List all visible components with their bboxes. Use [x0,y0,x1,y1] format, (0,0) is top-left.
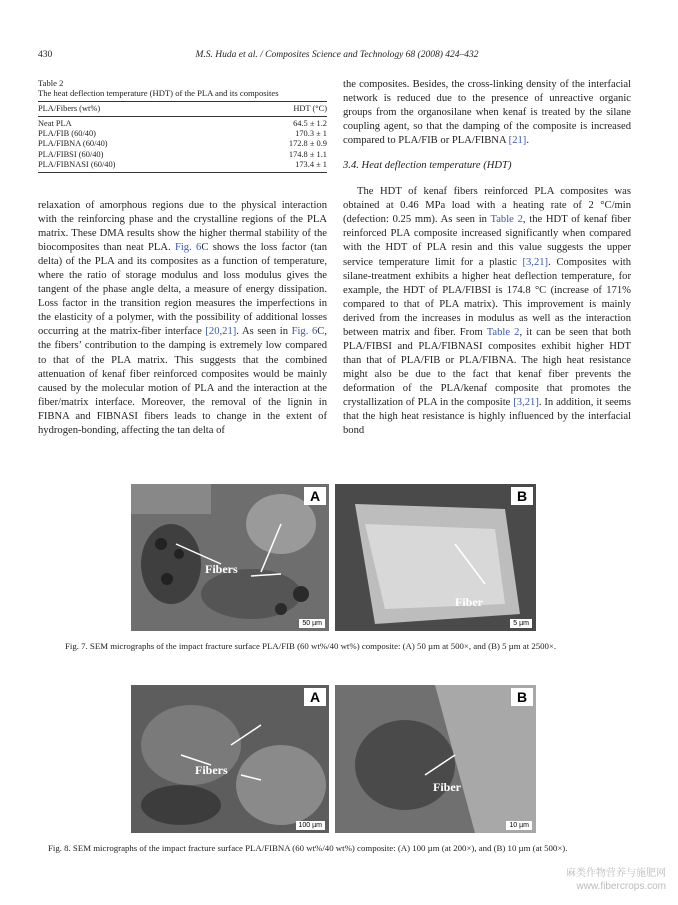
fig8-caption: Fig. 8. SEM micrographs of the impact fracture surface PLA/FIBNA (60 wt%/40 wt%) composite: (A) 100 µm (at 200×), and (B) 10 µm (at 500×). [48,843,568,853]
fibers-label: Fibers [205,562,238,576]
table-row [38,150,327,160]
table-col-header: HDT (°C) [293,103,327,113]
reference-link[interactable]: [20,21] [205,326,237,338]
sem-micrograph-image [335,685,536,833]
table-cell: 173.4 ± 1 [295,159,327,169]
reference-link[interactable]: [3,21] [513,396,539,408]
table-cell: Neat PLA [38,119,72,129]
scale-bar: 10 µm [506,821,532,830]
scale-bar: 5 µm [510,619,532,628]
fig7-panel-b [335,484,536,631]
table-cell: 174.8 ± 1.1 [288,149,327,159]
table-bottom-rule [38,172,327,173]
left-column [38,199,327,438]
figure-link[interactable]: Fig. 6 [291,326,318,338]
sem-micrograph-image [131,484,329,631]
panel-letter: A [304,688,326,706]
body-paragraph: relaxation of amorphous regions due to the physical interaction with the reinforcing phase and the crystalline regions of the PLA matrix. These DMA results show the higher thermal stability of the biocomposites than neat PLA. Fig. 6C shows the loss factor (tan delta) of the PLA and its composites as a function of temperature, where the ratio of storage modulus and loss modulus gives the tangent of the phase angle delta, a measure of energy dissipation. Loss factor in the transition region measures the imperfections in the elasticity of a polymer, with the possibility of additional losses occurring at the matrix-fiber interface [20,21]. As seen in Fig. 6C, the fibers’ contribution to the damping is extremely low compared to that of the PLA matrix. This suggests that the combined attenuation of kenaf fiber reinforced composites would be mainly caused by the molecular motion of PLA and the interaction at the fiber/matrix interface. Moreover, the removal of the lignin in FIBNA and FIBNASI fibers leads to change in the extent of hydrogen-bonding, affecting the tan delta of [38,200,327,436]
panel-letter: B [511,688,533,706]
table-mid-rule [38,116,327,117]
section-heading: 3.4. Heat deflection temperature (HDT) [343,160,512,172]
page-number: 430 [38,50,53,60]
fig7-panel-a [131,484,329,631]
hdt-table [38,104,327,114]
table-cell: PLA/FIBSI (60/40) [38,149,104,159]
body-paragraph: the composites. Besides, the cross-linking density of the interfacial network is reduced due to the presence of unreactive organic groups from the organosilane when kenaf is treated by the silane coupling agent, so that the damping of the composite is increased compared to PLA/FIB or PLA/FIBNA [21]. [343,79,631,147]
table-cell: PLA/FIBNA (60/40) [38,139,108,149]
sem-micrograph-image [131,685,329,833]
body-paragraph: The HDT of kenaf fibers reinforced PLA composites was obtained at 0.46 MPa load with a heating rate of 2 °C/min (defection: 0.25 mm). As seen in Table 2, the HDT of kenaf fiber reinforced PLA composite increased significantly when compared with the HDT of PLA resin and this value suggests the upper service temperature limit for a plastic [3,21]. Composites with silane-treatment exhibits a higher heat deflection temperature, for example, the HDT of PLA/FIBSI is 174.8 °C (increase of 171% compared to that of PLA matrix). This improvement is mainly derived from the increases in modulus as well as the interaction between matrix and fiber. From Table 2, it can be seen that both PLA/FIBSI and PLA/FIBNASI composites exhibit higher HDT than that of PLA/FIB or PLA/FIBNA. The high heat resistance might also be due to the fact that kenaf fiber prevents the deformation of the PLA/kenaf composite that promotes the crystallization of PLA in the composite [3,21]. In addition, it seems that the high heat resistance is highly influenced by the interfacial bond [343,186,632,437]
table-cell: 172.8 ± 0.9 [288,139,327,149]
table-caption: The heat deflection temperature (HDT) of the PLA and its composites [38,88,279,99]
table-cell: PLA/FIB (60/40) [38,129,96,139]
table-cell: 170.3 ± 1 [295,129,327,139]
table-link[interactable]: Table 2 [486,326,520,338]
table-top-rule [38,101,327,102]
figure-link[interactable]: Fig. 6 [174,242,202,254]
fig7-caption: Fig. 7. SEM micrographs of the impact fracture surface PLA/FIB (60 wt%/40 wt%) composite: (A) 50 µm at 500×, and (B) 5 µm at 2500×. [65,641,557,651]
table-row [38,119,327,129]
table-cell: 64.5 ± 1.2 [293,119,327,129]
table-cell: PLA/FIBNASI (60/40) [38,159,116,169]
reference-link[interactable]: [21] [508,135,527,147]
sem-micrograph-image [335,484,536,631]
fiber-label: Fiber [455,595,483,609]
table-2 [38,78,327,175]
fig8-panel-b [335,685,536,833]
fig8-panel-a [131,685,329,833]
watermark-line: www.fibercrops.com [576,881,666,892]
table-row [38,139,327,149]
panel-letter: B [511,487,533,505]
table-header-row [38,104,327,114]
panel-letter: A [304,487,326,505]
fibers-label: Fibers [195,763,228,777]
running-title: M.S. Huda et al. / Composites Science and Technology 68 (2008) 424–432 [195,50,479,60]
table-col-header: PLA/Fibers (wt%) [38,103,101,113]
table-row [38,160,327,170]
hdt-table-body [38,119,327,170]
watermark [566,867,666,893]
reference-link[interactable]: [3,21] [522,256,549,268]
watermark-line: 麻类作物营养与施肥网 [566,868,666,879]
fiber-label: Fiber [433,780,461,794]
right-column [343,78,631,438]
table-label: Table 2 [38,78,64,88]
table-link[interactable]: Table 2 [490,214,523,226]
scale-bar: 100 µm [296,821,326,830]
table-row [38,129,327,139]
scale-bar: 50 µm [299,619,325,628]
